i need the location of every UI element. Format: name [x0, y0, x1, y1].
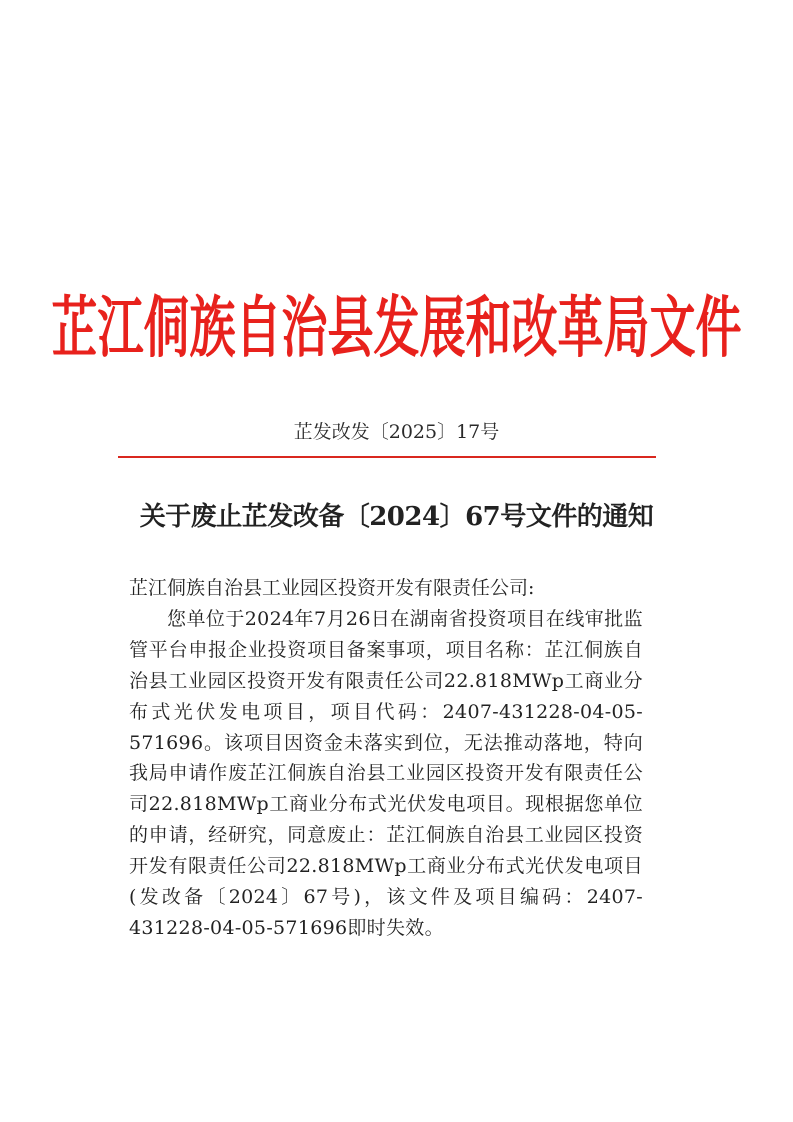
- document-title: 关于废止芷发改备〔2024〕67号文件的通知: [139, 502, 654, 532]
- document-body: [129, 573, 643, 944]
- body-paragraph: 您单位于2024年7月26日在湖南省投资项目在线审批监管平台申报企业投资项目备案事项，项目名称：芷江侗族自治县工业园区投资开发有限责任公司22.818MWp工商业分布式光伏发电项目，项目代码：2407-431228-04-05-571696。该项目因资金未落实到位，无法推动落地，特向我局申请作废芷江侗族自治县工业园区投资开发有限责任公司22.818MWp工商业分布式光伏发电项目。现根据您单位的申请，经研究，同意废止：芷江侗族自治县工业园区投资开发有限责任公司22.818MWp工商业分布式光伏发电项目(发改备〔2024〕67号)，该文件及项目编码：2407-431228-04-05-571696即时失效。: [129, 607, 643, 939]
- addressee: 芷江侗族自治县工业园区投资开发有限责任公司:: [129, 577, 535, 599]
- red-divider-line: [118, 456, 656, 458]
- document-masthead: 芷江侗族自治县发展和改革局文件: [51, 288, 742, 367]
- document-number: 芷发改发〔2025〕17号: [293, 421, 500, 443]
